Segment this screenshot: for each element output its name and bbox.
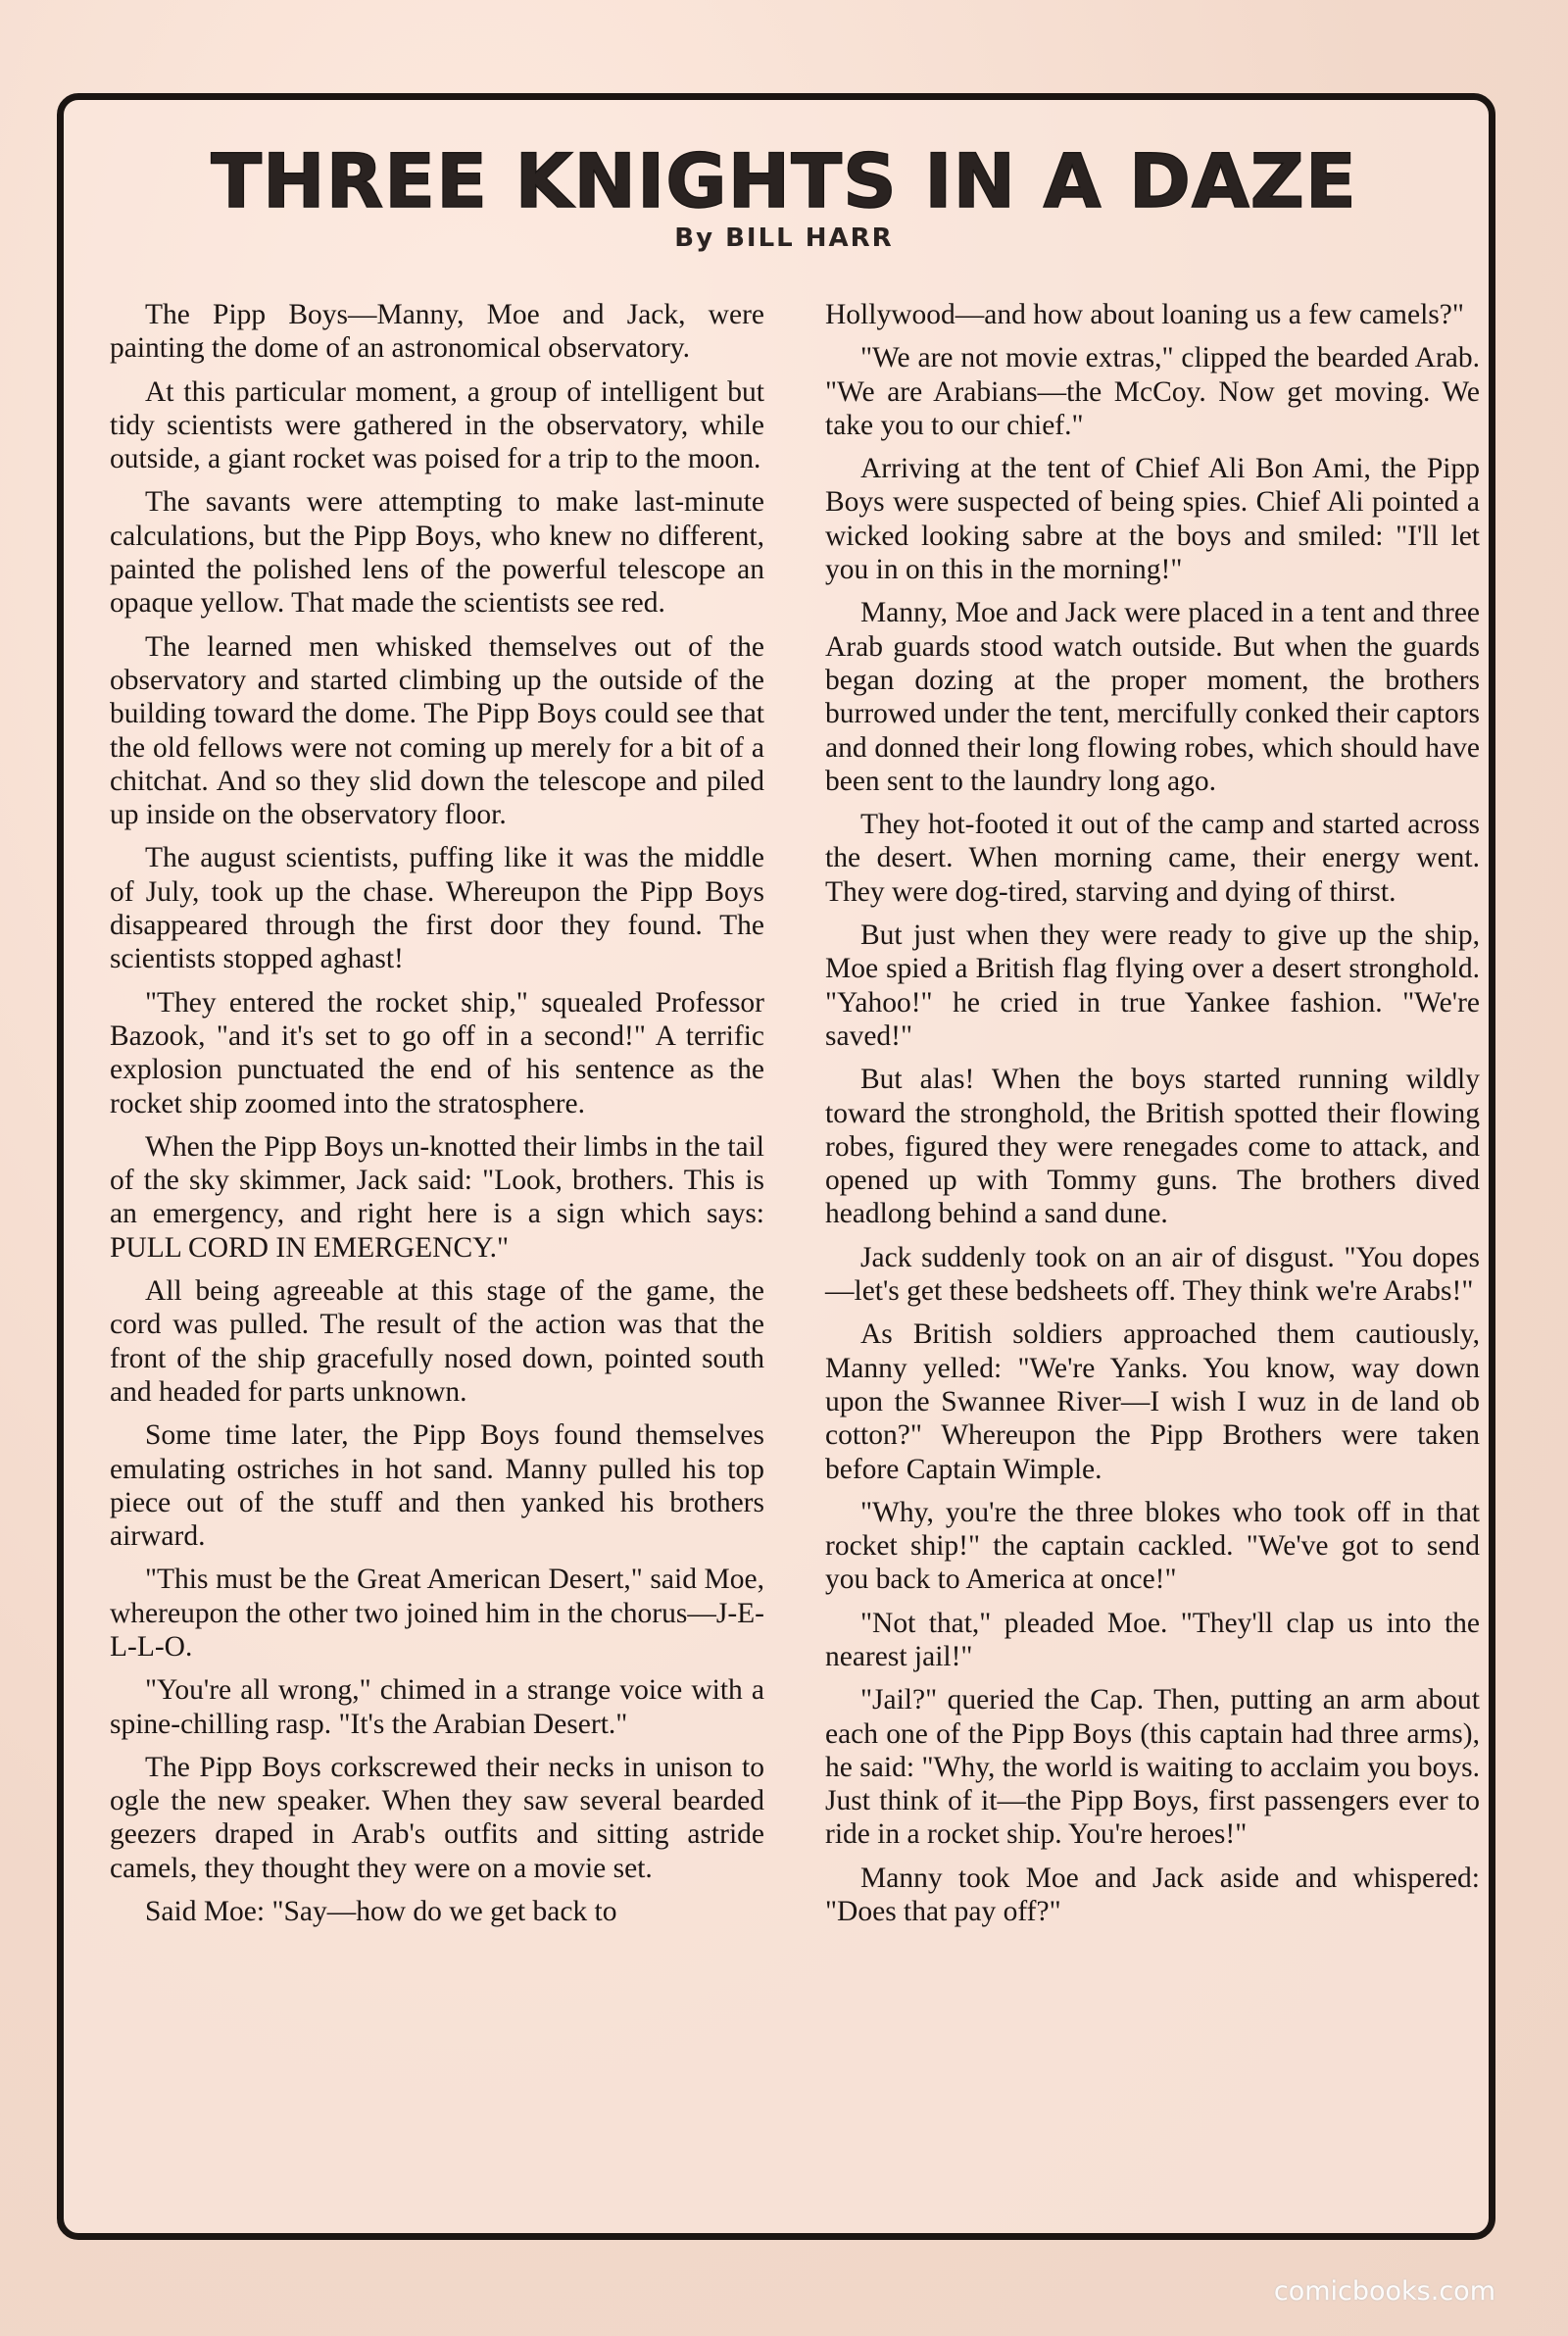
left-column — [110, 298, 764, 1938]
paragraph: Hollywood—and how about loaning us a few camels?" — [825, 299, 1464, 330]
paragraph: When the Pipp Boys un-knotted their limbs in the tail of the sky skimmer, Jack said: "Look, brothers. This is an emergency, and right here is a sign which says: PULL CORD IN EMERGENCY." — [110, 1130, 764, 1264]
paragraph: The Pipp Boys corkscrewed their necks in unison to ogle the new speaker. When they saw several bearded geezers draped in Arab's outfits and sitting astride camels, they thought they were on a movie set. — [110, 1751, 764, 1884]
paragraph: "You're all wrong," chimed in a strange voice with a spine-chilling rasp. "It's the Arabian Desert." — [110, 1674, 764, 1740]
paragraph: Manny, Moe and Jack were placed in a tent and three Arab guards stood watch outside. But when the guards began dozing at the proper moment, the brothers burrowed under the tent, mercifully conked their captors and donned their long flowing robes, which should have been sent to the laundry long ago. — [825, 597, 1480, 797]
paragraph: But just when they were ready to give up the ship, Moe spied a British flag flying over a desert stronghold. "Yahoo!" he cried in true Yankee fashion. "We're saved!" — [825, 919, 1480, 1052]
paragraph: The Pipp Boys—Manny, Moe and Jack, were painting the dome of an astronomical observatory. — [110, 299, 764, 365]
story-title: THREE KNIGHTS IN A DAZE — [211, 137, 1357, 224]
paragraph: "We are not movie extras," clipped the bearded Arab. "We are Arabians—the McCoy. Now get moving. We take you to our chief." — [825, 342, 1480, 441]
source-watermark: comicbooks.com — [1273, 2276, 1495, 2307]
paragraph: "Why, you're the three blokes who took off in that rocket ship!" the captain cackled. "We've got to send you back to America at once!" — [825, 1496, 1480, 1596]
paragraph: Jack suddenly took on an air of disgust. "You dopes—let's get these bedsheets off. They think we're Arabs!" — [825, 1241, 1480, 1308]
paragraph: But alas! When the boys started running wildly toward the stronghold, the British spotted their flowing robes, figured they were renegades come to attack, and opened up with Tommy guns. The brothers dived headlong behind a sand dune. — [825, 1064, 1480, 1230]
paragraph: Arriving at the tent of Chief Ali Bon Ami, the Pipp Boys were suspected of being spies. Chief Ali pointed a wicked looking sabre at the boys and smiled: "I'll let you in on this in the morning!" — [825, 453, 1480, 586]
paragraph: They hot-footed it out of the camp and started across the desert. When morning came, their energy went. They were dog-tired, starving and dying of thirst. — [825, 809, 1480, 908]
paragraph: "This must be the Great American Desert," said Moe, whereupon the other two joined him in the chorus—J-E-L-L-O. — [110, 1564, 764, 1663]
paragraph: All being agreeable at this stage of the game, the cord was pulled. The result of the action was that the front of the ship gracefully nosed down, pointed south and headed for parts unknown. — [110, 1275, 764, 1408]
paragraph: "They entered the rocket ship," squealed Professor Bazook, "and it's set to go off in a second!" A terrific explosion punctuated the end of his sentence as the rocket ship zoomed into the stratosphere. — [110, 986, 764, 1119]
paragraph: The savants were attempting to make last-minute calculations, but the Pipp Boys, who knew no different, painted the polished lens of the powerful telescope an opaque yellow. That made the scientists see red. — [110, 486, 764, 620]
story-byline: By BILL HARR — [674, 224, 894, 253]
paragraph: Some time later, the Pipp Boys found themselves emulating ostriches in hot sand. Manny pulled his top piece out of the stuff and then yanked his brothers airward. — [110, 1419, 764, 1553]
paragraph: Manny took Moe and Jack aside and whispered: "Does that pay off?" — [825, 1862, 1480, 1928]
paragraph: The learned men whisked themselves out of the observatory and started climbing up the outside of the building toward the dome. The Pipp Boys could see that the old fellows were not coming up merely for a bit of a chitchat. And so they slid down the telescope and piled up inside on the observatory floor. — [110, 630, 764, 831]
right-column — [825, 298, 1480, 1938]
paragraph: "Not that," pleaded Moe. "They'll clap us into the nearest jail!" — [825, 1607, 1480, 1672]
paragraph: As British soldiers approached them cautiously, Manny yelled: "We're Yanks. You know, way down upon the Swannee River—I wish I wuz in de land ob cotton?" Whereupon the Pipp Brothers were taken before Captain Wimple. — [825, 1318, 1480, 1485]
paragraph: The august scientists, puffing like it was the middle of July, took up the chase. Whereupon the Pipp Boys disappeared through the first door they found. The scientists stopped aghast! — [110, 842, 764, 975]
paragraph: "Jail?" queried the Cap. Then, putting an arm about each one of the Pipp Boys (this captain had three arms), he said: "Why, the world is waiting to acclaim you boys. Just think of it—the Pipp Boys, first passengers ever to ride in a rocket ship. You're heroes!" — [825, 1684, 1480, 1851]
paragraph: Said Moe: "Say—how do we get back to — [145, 1896, 617, 1928]
paragraph: At this particular moment, a group of intelligent but tidy scientists were gathered in the observatory, while outside, a giant rocket was poised for a trip to the moon. — [110, 375, 764, 475]
